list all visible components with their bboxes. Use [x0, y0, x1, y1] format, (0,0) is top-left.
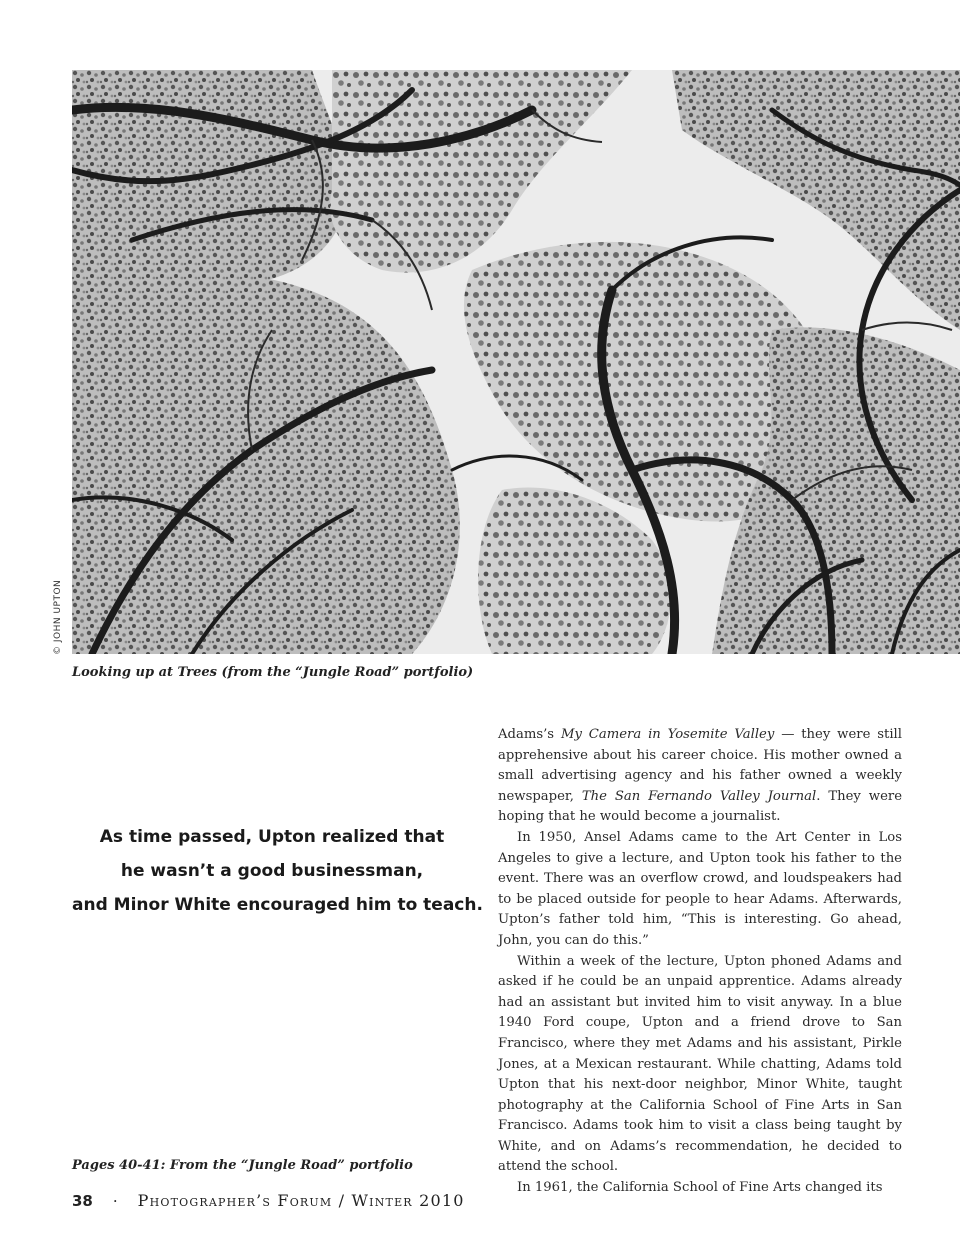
photo-credit: © JOHN UPTON: [53, 579, 63, 655]
page-footer: [72, 1191, 465, 1210]
photo-caption: Looking up at Trees (from the “Jungle Road” portfolio): [72, 665, 474, 680]
tree-canopy-photo: [72, 70, 960, 654]
pull-quote-line: As time passed, Upton realized that: [99, 827, 445, 847]
article-text: Adams’s: [498, 727, 561, 742]
publication-name: Photographer’s Forum / Winter 2010: [137, 1191, 465, 1210]
pull-quote-line: and Minor White encouraged him to teach.: [72, 895, 483, 915]
page-number: 38: [72, 1192, 93, 1210]
pull-quote-line: he wasn’t a good businessman,: [120, 861, 424, 881]
footer-separator: ·: [112, 1192, 118, 1210]
tree-canopy-illustration: [72, 70, 960, 654]
article-column: [498, 725, 902, 1199]
bottom-caption: Pages 40-41: From the “Jungle Road” portfolio: [72, 1158, 413, 1173]
pull-quote: [72, 820, 483, 922]
newspaper-title: The San Fernando Valley Journal: [581, 788, 817, 804]
article-paragraph: In 1950, Ansel Adams came to the Art Center in Los Angeles to give a lecture, and Upton took his father to the event. There was an overflow crowd, and loudspeakers had to be placed outside for people to hear Adams. Afterwards, Upton’s father told him, “This is interesting. Go ahead, John, you can do this.”: [498, 829, 902, 948]
article-paragraph: [498, 725, 902, 828]
book-title: My Camera in Yosemite Valley: [560, 727, 775, 742]
article-paragraph: In 1961, the California School of Fine Arts changed its: [517, 1180, 883, 1196]
article-text: . They were hoping that he would become a journalist.: [498, 788, 902, 825]
article-paragraph: Within a week of the lecture, Upton phoned Adams and asked if he could be an unpaid apprentice. Adams already had an assistant but invited him to visit anyway. In a blue 1940 Ford coupe, Upton and a friend drove to San Francisco, where they met Adams and his assistant, Pirkle Jones, at a Mexican restaurant. While chatting, Adams told Upton that his next-door neighbor, Minor White, taught photography at the California School of Fine Arts in San Francisco. Adams took him to visit a class being taught by White, and on Adams’s recommendation, he decided to attend the school.: [498, 953, 902, 1175]
article-text: — they were still apprehensive about his career choice. His mother owned a small advertising agency and his father owned a weekly newspaper,: [498, 727, 902, 804]
